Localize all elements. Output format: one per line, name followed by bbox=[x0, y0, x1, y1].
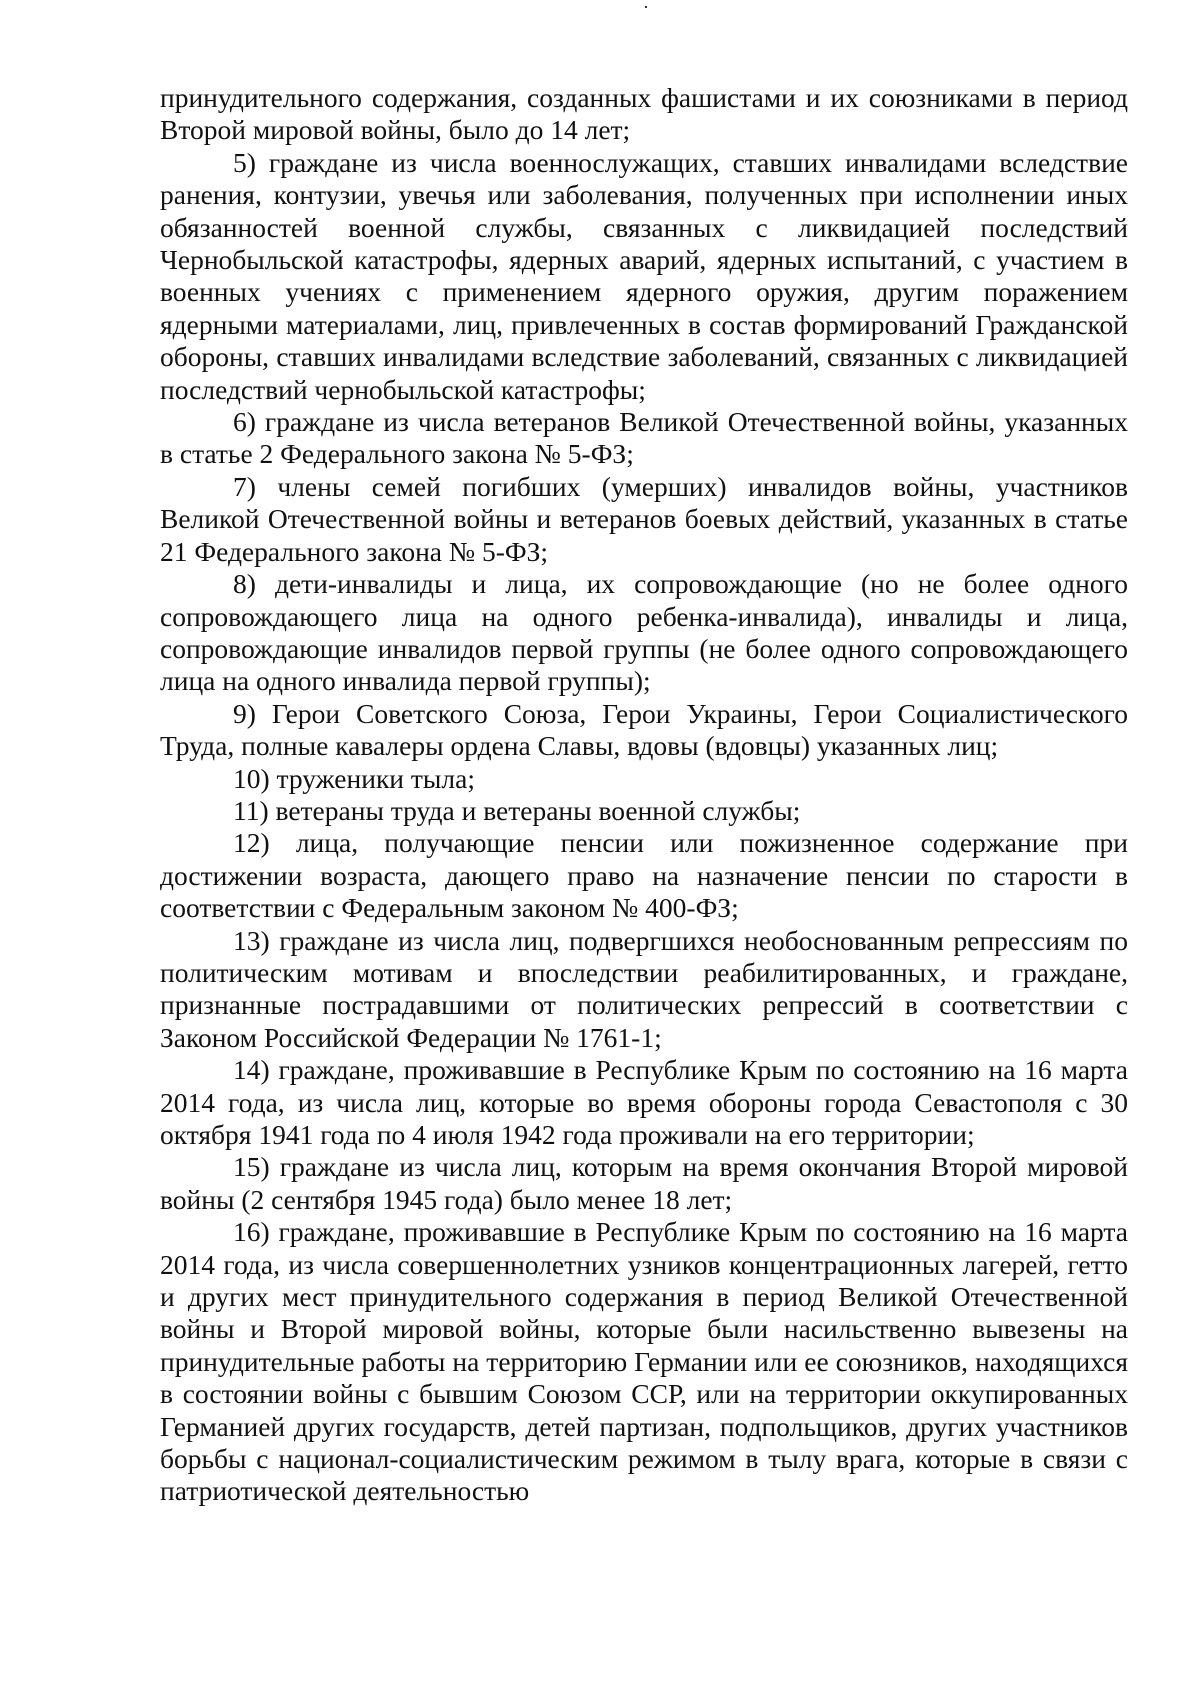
list-item-10: 10) труженики тыла; bbox=[233, 762, 475, 794]
paragraph-continuation: принудительного содержания, созданных фашистами и их союзниками в период Второй мировой войны, было до 14 лет; bbox=[160, 82, 1128, 146]
list-item-8: 8) дети-инвалиды и лица, их сопровождающие (но не более одного сопровождающего лица на одного ребенка-инвалида), инвалиды и лица, сопровождающие инвалидов первой группы (не более одного сопровождающего лица на одного инвалида первой группы); bbox=[160, 568, 1128, 697]
list-item-13: 13) граждане из числа лиц, подвергшихся необоснованным репрессиям по политическим мотивам и впоследствии реабилитированных, и граждане, признанные пострадавшими от политических репрессий в соответствии с Законом Российской Федерации № 1761-1; bbox=[160, 924, 1128, 1053]
list-item-16: 16) граждане, проживавшие в Республике Крым по состоянию на 16 марта 2014 года, из числа совершеннолетних узников концентрационных лагерей, гетто и других мест принудительного содержания в период Великой Отечественной войны и Второй мировой войны, которые были насильственно вывезены на принудительные работы на территорию Германии или ее союзников, находящихся в состоянии войны с бывшим Союзом ССР, или на территории оккупированных Германией других государств, детей партизан, подпольщиков, других участников борьбы с национал-социалистическим режимом в тылу врага, которые в связи с патриотической деятельностью bbox=[160, 1216, 1128, 1507]
list-item-7: 7) члены семей погибших (умерших) инвалидов войны, участников Великой Отечественной войны и ветеранов боевых действий, указанных в статье 21 Федерального закона № 5-ФЗ; bbox=[160, 470, 1128, 567]
list-item-6: 6) граждане из числа ветеранов Великой Отечественной войны, указанных в статье 2 Федерального закона № 5-ФЗ; bbox=[160, 406, 1128, 470]
list-item-14: 14) граждане, проживавшие в Республике Крым по состоянию на 16 марта 2014 года, из числа лиц, которые во время обороны города Севастополя с 30 октября 1941 года по 4 июля 1942 года проживали на его территории; bbox=[160, 1054, 1128, 1150]
list-item-11: 11) ветераны труда и ветераны военной службы; bbox=[233, 794, 801, 826]
scan-speck bbox=[645, 6, 647, 8]
list-item-12: 12) лица, получающие пенсии или пожизненное содержание при достижении возраста, дающего право на назначение пенсии по старости в соответствии с Федеральным законом № 400-ФЗ; bbox=[160, 827, 1128, 924]
document-body bbox=[160, 82, 1128, 1508]
list-item-15: 15) граждане из числа лиц, которым на время окончания Второй мировой войны (2 сентября 1945 года) было менее 18 лет; bbox=[160, 1151, 1128, 1215]
list-item-9: 9) Герои Советского Союза, Герои Украины, Герои Социалистического Труда, полные кавалеры ордена Славы, вдовы (вдовцы) указанных лиц; bbox=[160, 697, 1128, 762]
list-item-5: 5) граждане из числа военнослужащих, ставших инвалидами вследствие ранения, контузии, увечья или заболевания, полученных при исполнении иных обязанностей военной службы, связанных с ликвидацией последствий Чернобыльской катастрофы, ядерных аварий, ядерных испытаний, с участием в военных учениях с применением ядерного оружия, другим поражением ядерными материалами, лиц, привлеченных в состав формирований Гражданской обороны, ставших инвалидами вследствие заболеваний, связанных с ликвидацией последствий чернобыльской катастрофы; bbox=[160, 146, 1128, 405]
